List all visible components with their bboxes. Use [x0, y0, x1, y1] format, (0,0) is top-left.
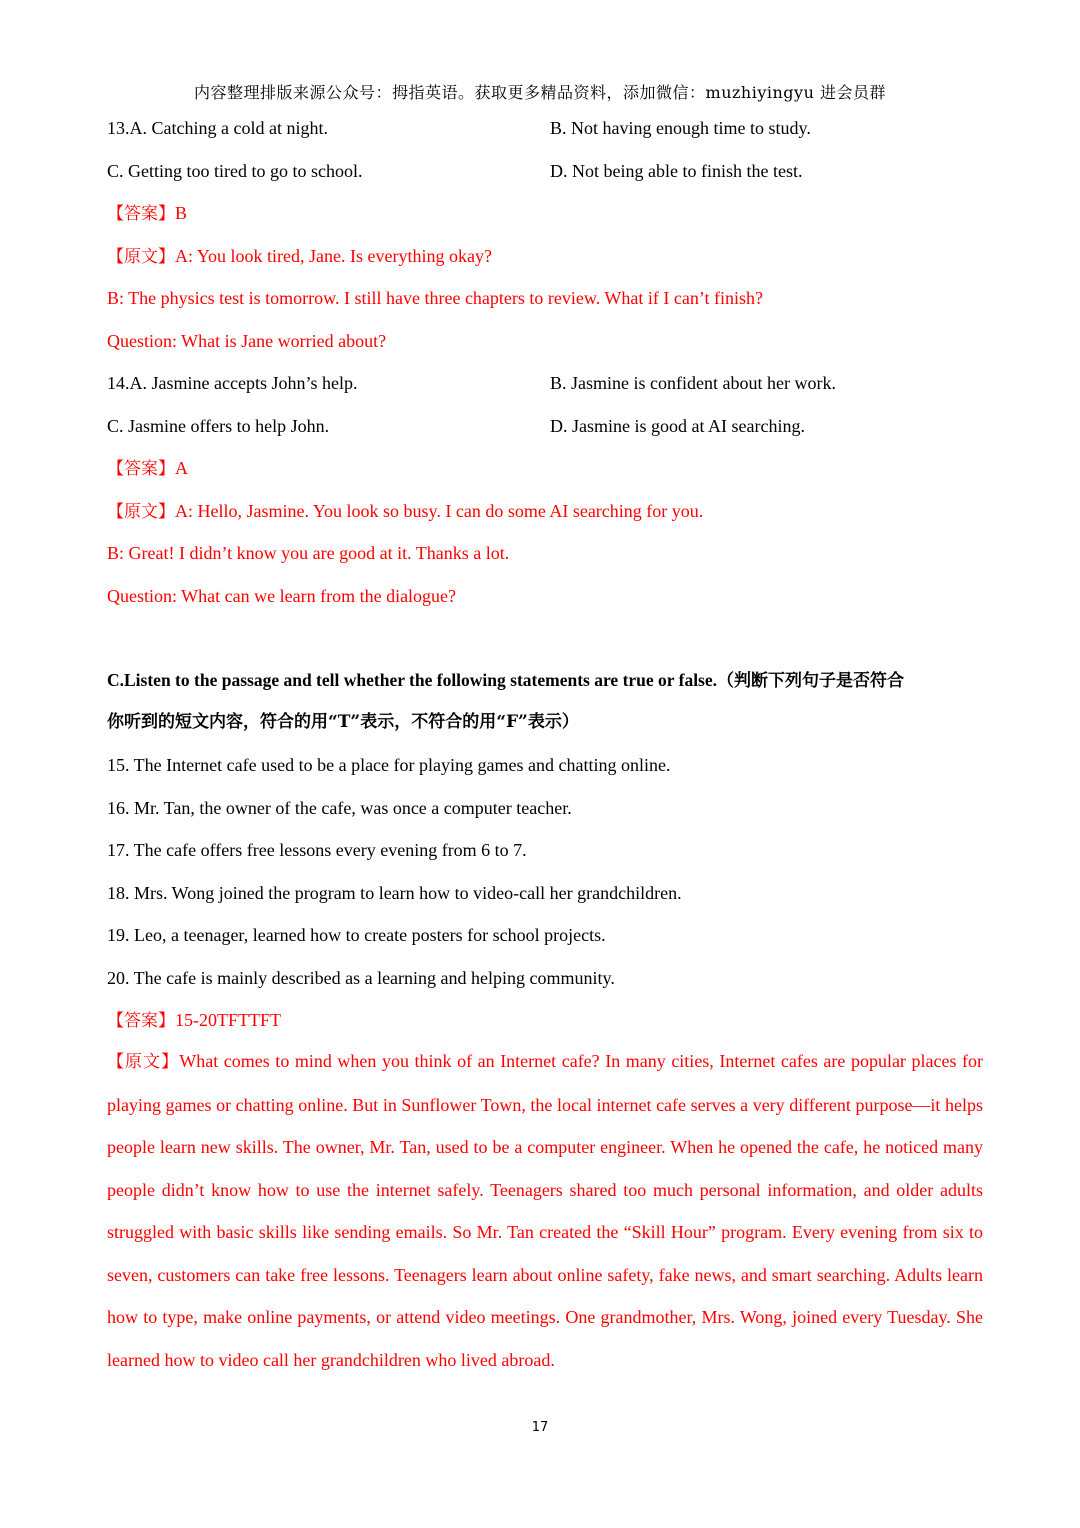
section-c-passage: [107, 1040, 983, 1381]
passage-text: What comes to mind when you think of an Internet cafe? In many cities, Internet cafes are popular places for playing games or chatting online. But in Sunflower Town, the local internet cafe serves a very different purpose—it helps people learn new skills. The owner, Mr. Tan, used to be a computer engineer. When he opened the cafe, he noticed many people didn’t know how to use the internet safely. Teenagers shared too much personal information, and older adults struggled with basic skills like sending emails. So Mr. Tan created the “Skill Hour” program. Every evening from six to seven, customers can take free lessons. Teenagers learn about online safety, fake news, and smart searching. Adults learn how to type, make online payments, or attend video meetings. One grandmother, Mrs. Wong, joined every Tuesday. She learned how to video call her grandchildren who lived abroad.: [107, 1051, 984, 1370]
section-c-title-en: C.Listen to the passage and tell whether the following statements are true or false.: [107, 670, 718, 690]
answer-value: A: [175, 458, 188, 478]
statement-19: 19. Leo, a teenager, learned how to create posters for school projects.: [107, 925, 606, 945]
statement-18: 18. Mrs. Wong joined the program to learn how to video-call her grandchildren.: [107, 883, 682, 903]
q14-option-a: 14.A. Jasmine accepts John’s help.: [107, 373, 358, 393]
script-text: A: Hello, Jasmine. You look so busy. I can do some AI searching for you.: [175, 501, 704, 521]
section-c-title-cn-line2: 你听到的短文内容，符合的用“T”表示，不符合的用“F”表示）: [107, 712, 579, 732]
q13-option-b: B. Not having enough time to study.: [550, 118, 811, 138]
page-header: 内容整理排版来源公众号：拇指英语。获取更多精品资料，添加微信：muzhiyingyu 进会员群: [194, 83, 886, 102]
q13-script-line1: [107, 245, 492, 268]
q14-script-line1: [107, 500, 703, 523]
script-tag: 【原文】: [107, 502, 175, 522]
answer-tag: 【答案】: [107, 1011, 175, 1031]
section-c-answer: [107, 1009, 281, 1032]
q14-question: Question: What can we learn from the dialogue?: [107, 586, 457, 606]
q14-option-d: D. Jasmine is good at AI searching.: [550, 416, 805, 436]
script-tag: 【原文】: [107, 247, 175, 267]
statement-15: 15. The Internet cafe used to be a place for playing games and chatting online.: [107, 755, 671, 775]
q13-script-line2: B: The physics test is tomorrow. I still have three chapters to review. What if I can’t finish?: [107, 288, 763, 308]
q13-answer: [107, 202, 187, 225]
answer-tag: 【答案】: [107, 204, 175, 224]
answer-tag: 【答案】: [107, 459, 175, 479]
q13-option-d: D. Not being able to finish the test.: [550, 161, 803, 181]
answer-value: 15-20TFTTFT: [175, 1010, 281, 1030]
q13-question: Question: What is Jane worried about?: [107, 331, 387, 351]
section-c-title: [107, 669, 904, 692]
script-text: A: You look tired, Jane. Is everything okay?: [175, 246, 492, 266]
q13-option-c: C. Getting too tired to go to school.: [107, 161, 363, 181]
page-number: 17: [531, 1420, 549, 1435]
q13-option-a: 13.A. Catching a cold at night.: [107, 118, 328, 138]
q14-option-c: C. Jasmine offers to help John.: [107, 416, 330, 436]
q14-answer: [107, 457, 188, 480]
statement-20: 20. The cafe is mainly described as a learning and helping community.: [107, 968, 615, 988]
section-c-title-cn: （判断下列句子是否符合: [717, 671, 905, 691]
script-tag: 【原文】: [107, 1052, 180, 1072]
statement-17: 17. The cafe offers free lessons every evening from 6 to 7.: [107, 840, 527, 860]
statement-16: 16. Mr. Tan, the owner of the cafe, was once a computer teacher.: [107, 798, 572, 818]
q14-script-line2: B: Great! I didn’t know you are good at it. Thanks a lot.: [107, 543, 510, 563]
q14-option-b: B. Jasmine is confident about her work.: [550, 373, 836, 393]
answer-value: B: [175, 203, 188, 223]
